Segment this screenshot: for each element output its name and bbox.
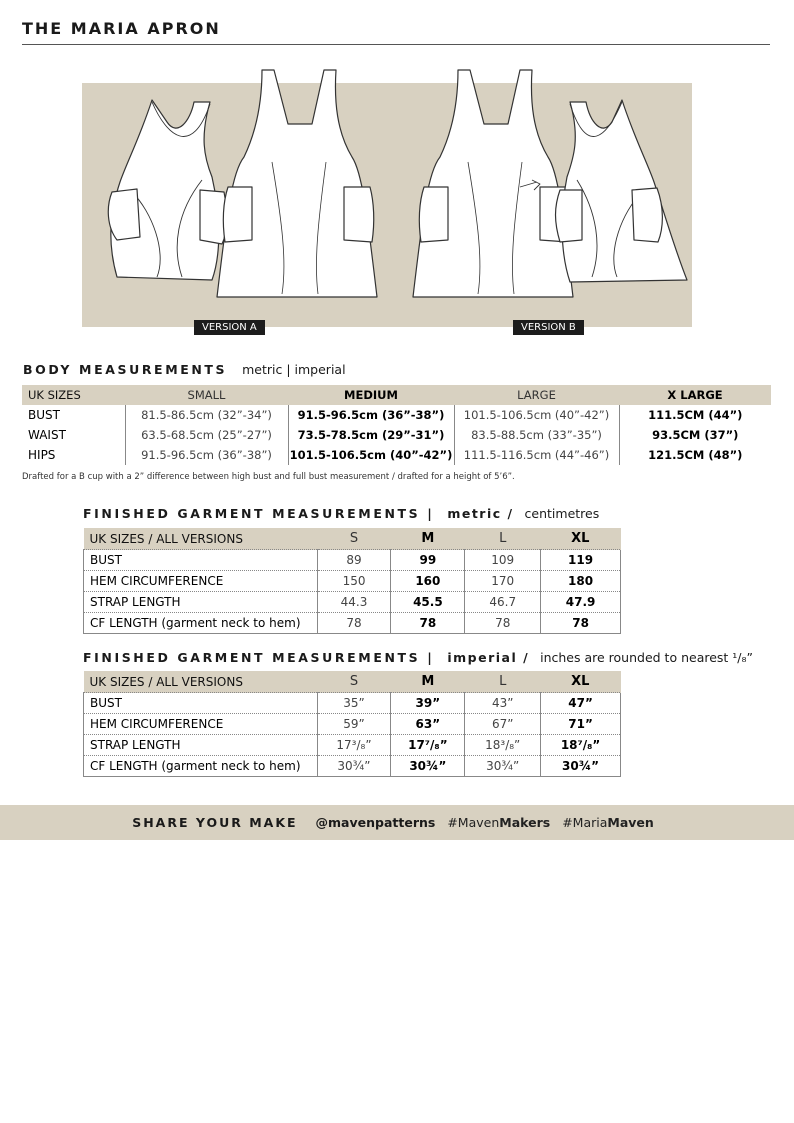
finished-imperial-table [83,671,621,777]
table-cell: 111.5CM (44”) [619,405,771,425]
column-header: S [317,528,391,550]
finished-imperial-title: FINISHED GARMENT MEASUREMENTS | [83,650,435,665]
table-cell: 109 [465,550,541,571]
table-cell: 93.5CM (37”) [619,425,771,445]
table-cell: 30¾” [541,756,621,777]
version-a-side-pocket [108,189,140,240]
table-cell: 180 [541,571,621,592]
row-label: CF LENGTH (garment neck to hem) [84,613,318,634]
table-cell: 63” [391,714,465,735]
table-cell: 45.5 [391,592,465,613]
version-a-front-pocket-left [223,187,252,242]
share-label: SHARE YOUR MAKE [132,815,298,830]
finished-metric-sub: centimetres [524,506,600,521]
table-row [22,405,771,425]
column-header: MEDIUM [288,385,454,405]
row-label: CF LENGTH (garment neck to hem) [84,756,318,777]
table-row [84,714,621,735]
version-b-front-pocket-left [419,187,448,242]
table-cell: 78 [391,613,465,634]
table-cell: 78 [541,613,621,634]
table-cell: 35” [317,693,391,714]
table-cell: 150 [317,571,391,592]
row-label: STRAP LENGTH [84,735,318,756]
table-cell: 81.5-86.5cm (32”-34”) [125,405,288,425]
column-header: M [391,671,465,693]
table-header-row [84,528,621,550]
table-cell: 121.5CM (48”) [619,445,771,465]
instagram-handle[interactable]: @mavenpatterns [315,815,436,830]
table-row [84,693,621,714]
version-b-side-pocket-right [632,188,662,242]
column-header: LARGE [454,385,619,405]
table-cell: 30¾” [391,756,465,777]
column-header: XL [541,528,621,550]
table-cell: 119 [541,550,621,571]
table-cell: 101.5-106.5cm (40”-42”) [288,445,454,465]
row-label: HIPS [28,448,56,462]
footer [0,805,794,840]
row-label: STRAP LENGTH [84,592,318,613]
version-b-side-pocket [556,190,583,242]
table-cell: 47” [541,693,621,714]
column-header: UK SIZES [22,385,125,405]
table-cell: 46.7 [465,592,541,613]
column-header: M [391,528,465,550]
table-cell: 91.5-96.5cm (36”-38”) [288,405,454,425]
row-label: HEM CIRCUMFERENCE [84,571,318,592]
table-cell: 73.5-78.5cm (29”-31”) [288,425,454,445]
version-a-front-pocket-right [344,187,374,242]
table-row [22,425,771,445]
finished-metric-table [83,528,621,634]
row-label: WAIST [28,428,66,442]
table-row [84,613,621,634]
table-cell: 18³/₈” [465,735,541,756]
column-header: UK SIZES / ALL VERSIONS [84,671,318,693]
finished-metric-unit: metric / [447,506,514,521]
hashtag-light-text: #Maven [447,815,500,830]
table-cell: 59” [317,714,391,735]
table-cell: 47.9 [541,592,621,613]
table-cell: 78 [317,613,391,634]
table-row [84,735,621,756]
table-cell: 99 [391,550,465,571]
table-cell: 30¾” [465,756,541,777]
row-label: BUST [28,408,60,422]
table-header-row [22,385,771,405]
version-a-front-view [217,70,377,297]
version-b-front-view [413,70,573,297]
table-cell: 160 [391,571,465,592]
table-cell: 91.5-96.5cm (36”-38”) [125,445,288,465]
drafting-note: Drafted for a B cup with a 2” difference between high bust and full bust measurement / drafted for a height of 5’6”. [22,472,515,482]
hashtag-bold-text: Maven [607,815,654,830]
table-cell: 63.5-68.5cm (25”-27”) [125,425,288,445]
apron-illustration [82,62,692,332]
hashtag-light-text: #Maria [562,815,608,830]
table-cell: 39” [391,693,465,714]
page-title: THE MARIA APRON [22,19,221,38]
version-a-label: VERSION A [194,320,265,335]
finished-imperial-sub: inches are rounded to nearest ¹/₈” [540,650,753,665]
body-measurements-title: BODY MEASUREMENTS [23,362,228,377]
column-header: UK SIZES / ALL VERSIONS [84,528,318,550]
hashtag-bold-text: Makers [499,815,551,830]
table-cell: 17⁷/₈” [391,735,465,756]
table-row [22,445,771,465]
table-row [84,550,621,571]
table-cell: 17³/₈” [317,735,391,756]
table-row [84,571,621,592]
table-cell: 170 [465,571,541,592]
units-toggle: metric | imperial [242,362,346,377]
finished-metric-title: FINISHED GARMENT MEASUREMENTS | [83,506,435,521]
column-header: S [317,671,391,693]
column-header: L [465,528,541,550]
table-cell: 44.3 [317,592,391,613]
finished-metric-heading [83,506,599,521]
table-row [84,592,621,613]
finished-imperial-unit: imperial / [447,650,530,665]
table-cell: 78 [465,613,541,634]
row-label: BUST [84,693,318,714]
table-cell: 43” [465,693,541,714]
column-header: X LARGE [619,385,771,405]
row-label: HEM CIRCUMFERENCE [84,714,318,735]
table-cell: 89 [317,550,391,571]
table-cell: 67” [465,714,541,735]
column-header: SMALL [125,385,288,405]
version-b-label: VERSION B [513,320,584,335]
column-header: L [465,671,541,693]
title-divider [22,44,770,45]
body-measurements-table [22,385,771,465]
column-header: XL [541,671,621,693]
table-cell: 30¾” [317,756,391,777]
table-cell: 18⁷/₈” [541,735,621,756]
table-cell: 83.5-88.5cm (33”-35”) [454,425,619,445]
table-cell: 101.5-106.5cm (40”-42”) [454,405,619,425]
hashtag-maria-maven[interactable] [562,815,654,830]
body-measurements-heading [23,362,346,377]
finished-imperial-heading [83,650,753,665]
table-row [84,756,621,777]
table-cell: 111.5-116.5cm (44”-46”) [454,445,619,465]
row-label: BUST [84,550,318,571]
table-header-row [84,671,621,693]
hashtag-maven-makers[interactable] [447,815,550,830]
table-cell: 71” [541,714,621,735]
